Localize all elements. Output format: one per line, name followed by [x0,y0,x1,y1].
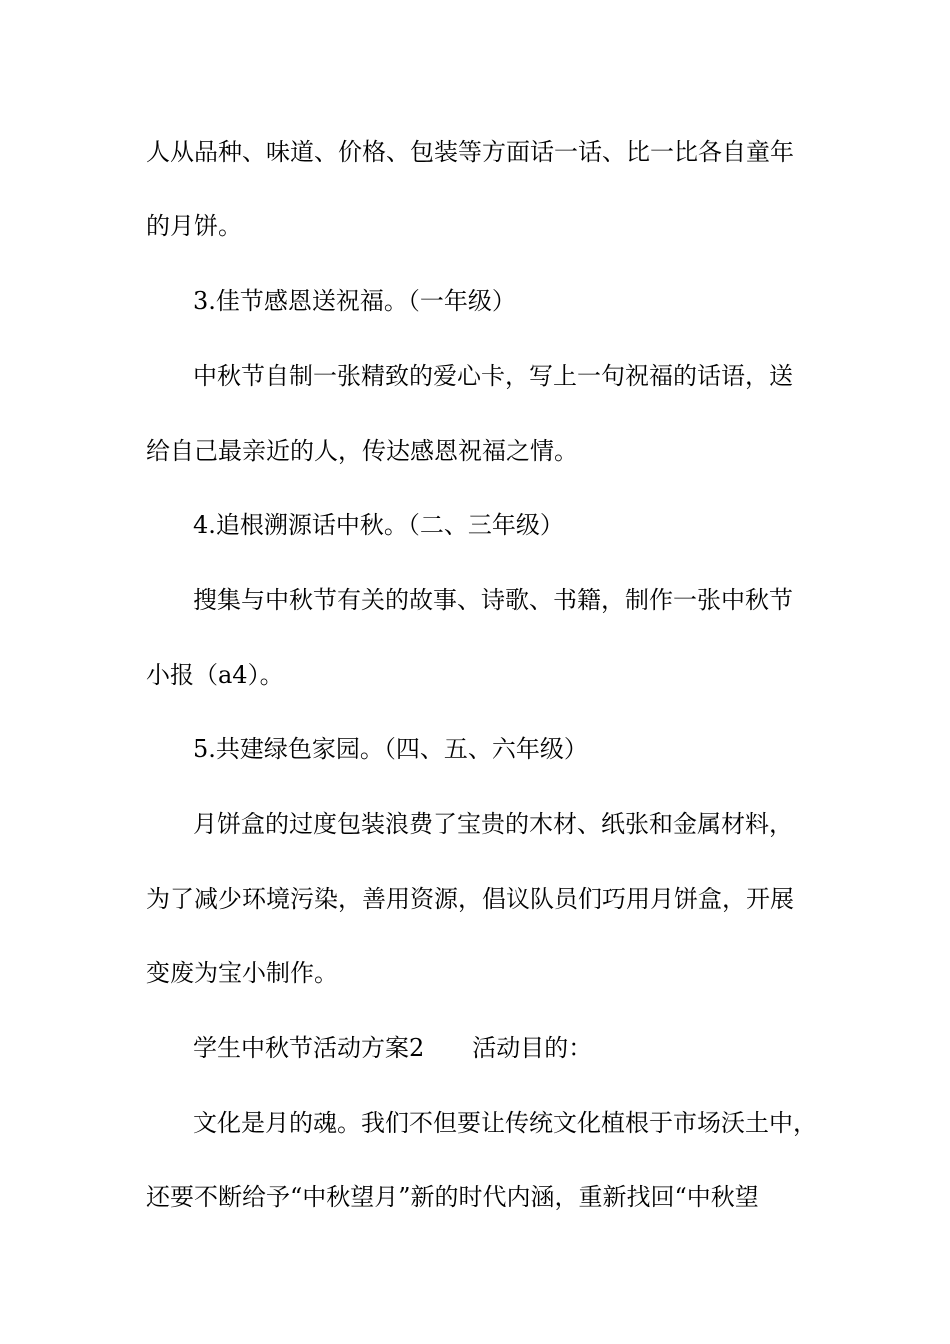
section-heading: 3.佳节感恩送祝福。（一年级） [193,287,516,315]
paragraph-line: 小报（a4）。 [146,661,284,689]
paragraph-line: 搜集与中秋节有关的故事、诗歌、书籍，制作一张中秋节 [193,586,793,614]
paragraph-line: 月饼盒的过度包装浪费了宝贵的木材、纸张和金属材料， [193,810,793,838]
section-heading: 5.共建绿色家园。（四、五、六年级） [193,735,588,763]
paragraph-line: 的月饼。 [146,212,242,240]
paragraph-line: 人从品种、味道、价格、包装等方面话一话、比一比各自童年 [146,138,794,166]
paragraph-line: 给自己最亲近的人，传达感恩祝福之情。 [146,437,578,465]
section-heading: 学生中秋节活动方案2 活动目的： [193,1034,593,1062]
paragraph-line: 中秋节自制一张精致的爱心卡，写上一句祝福的话语，送 [193,362,793,390]
paragraph-line: 还要不断给予“中秋望月”新的时代内涵，重新找回“中秋望 [146,1183,759,1211]
section-heading: 4.追根溯源话中秋。（二、三年级） [193,511,564,539]
paragraph-line: 为了减少环境污染，善用资源，倡议队员们巧用月饼盒，开展 [146,885,794,913]
paragraph-line: 变废为宝小制作。 [146,959,338,987]
paragraph-line: 文化是月的魂。我们不但要让传统文化植根于市场沃土中， [193,1109,817,1137]
